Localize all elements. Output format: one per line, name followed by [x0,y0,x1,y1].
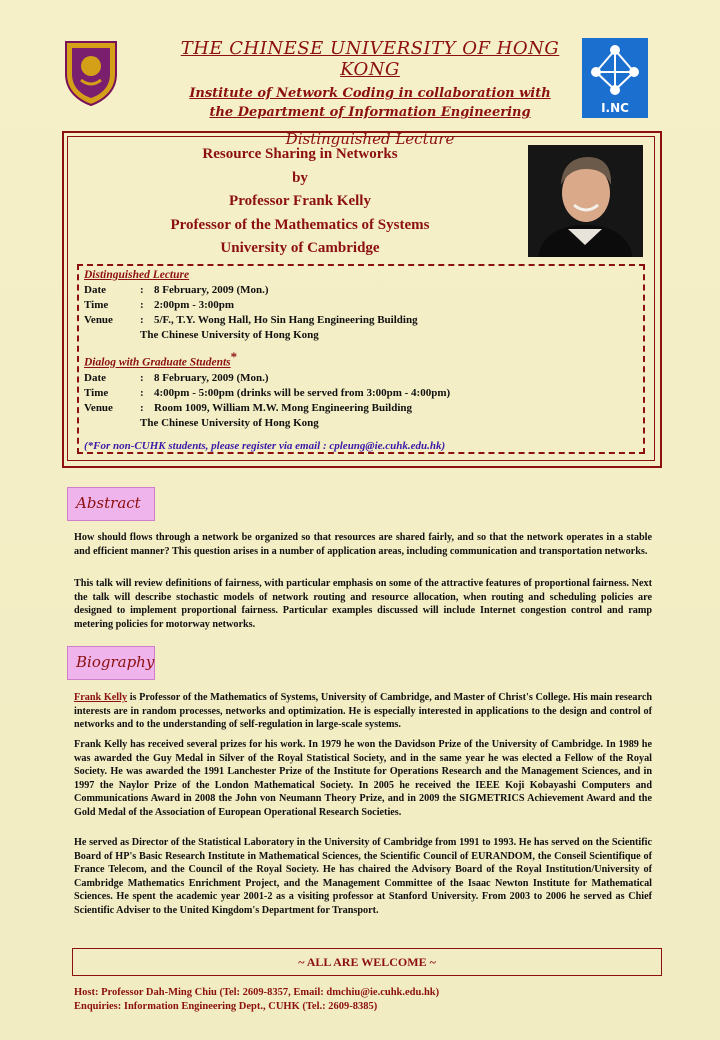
talk-by: by [292,169,308,186]
all-welcome-banner: ~ ALL ARE WELCOME ~ [72,948,662,976]
lecture-venue-colon: : [140,314,144,326]
lecture-time-label: Time [84,299,109,311]
lecture-heading: Distinguished Lecture [84,269,190,281]
dialog-date-row [84,371,644,386]
speaker-photo [528,145,643,257]
dialog-time-row [84,386,644,401]
enquiries-line: Enquiries: Information Engineering Dept., CUHK (Tel.: 2609-8385) [74,1001,378,1012]
biography-p1-text: is Professor of the Mathematics of Systems, University of Cambridge, and Master of Christ's College. His main research interests are in random processes, networks and optimization. He is especially interested in applications to the design and control of networks and to the understanding of self-regulation in large-scale systems. [74,692,653,730]
inc-logo [582,38,648,118]
speaker-name: Professor Frank Kelly [229,193,371,209]
lecture-date-value: 8 February, 2009 (Mon.) [154,284,269,296]
talk-info [110,143,490,261]
dialog-star: * [230,349,238,364]
dialog-venue-row [84,401,644,416]
dialog-time-colon: : [140,386,144,399]
host-info [74,986,654,1014]
lecture-venue-row [84,313,644,328]
lecture-time-colon: : [140,299,144,311]
biography-paragraph-2: Frank Kelly has received several prizes for his work. In 1979 he won the Davidson Prize of the University of Cambridge. In 1989 he was awarded the Guy Medal in Silver of the Royal Statistical Society, and in the same year he was elected a Fellow of the Royal Society. He was awarded the 1991 Lanchester Prize of the Institute for Operations Research and the Management Sciences, and in 1997 the Naylor Prize of the London Mathematical Society. In 2005 he received the IEEE Koji Kobayashi Computers and Communications Award in 2008 the John von Neumann Theory Prize, and in 2009 the SIGMETRICS Achievement Award and the Gold Medal of the Association of European Operational Research Societies. [74,739,652,818]
lecture-date-row [84,283,644,298]
lecture-date-label: Date [84,284,106,296]
dialog-time-value: 4:00pm - 5:00pm (drinks will be served from 3:00pm - 4:00pm) [154,386,451,399]
dialog-date-colon: : [140,371,144,384]
frank-kelly-link[interactable]: Frank Kelly [74,692,128,703]
speaker-affiliation: University of Cambridge [220,240,380,256]
dialog-date-label: Date [84,371,106,384]
university-name: THE CHINESE UNIVERSITY OF HONG KONG [180,38,560,80]
lecture-venue-line2: The Chinese University of Hong Kong [140,329,319,341]
dialog-time-label: Time [84,386,109,399]
lecture-venue-value: 5/F., T.Y. Wong Hall, Ho Sin Hang Engineering Building [154,314,418,326]
schedule-details [84,268,644,454]
dialog-venue-value: Room 1009, William M.W. Mong Engineering Building [154,401,413,414]
institute-line-2: the Department of Information Engineering [209,105,531,120]
lecture-time-value: 2:00pm - 3:00pm [154,299,235,311]
cuhk-crest-logo [62,38,120,106]
dialog-venue-line2: The Chinese University of Hong Kong [140,416,319,429]
biography-paragraph-1 [74,691,652,732]
host-line: Host: Professor Dah-Ming Chiu (Tel: 2609-8357, Email: dmchiu@ie.cuhk.edu.hk) [74,987,440,998]
abstract-paragraph-2: This talk will review definitions of fairness, with particular emphasis on some of the attractive features of proportional fairness. Next the talk will describe stochastic models of network routing and resource allocation, when routing and scheduling policies are designed to implement proportional fairness. Particular examples discussed will include Internet congestion control and ramp metering policies for motorway networks. [74,578,652,630]
dialog-heading: Dialog with Graduate Students [84,356,231,369]
dialog-heading-row [84,349,644,371]
abstract-tag: Abstract [67,487,155,521]
abstract-paragraph-1: How should flows through a network be organized so that resources are shared fairly, and so that the network operates in a stable and efficient manner? This question arises in a number of application areas, including communication and transportation networks. [74,532,652,557]
dialog-venue-label: Venue [84,401,113,414]
lecture-time-row [84,298,644,313]
biography-tag: Biography [67,646,155,680]
institute-line-1: Institute of Network Coding in collaboration with [189,86,551,101]
registration-note: (*For non-CUHK students, please register via email : cpleung@ie.cuhk.edu.hk) [84,439,446,452]
lecture-date-colon: : [140,284,144,296]
lecture-type-heading: Distinguished Lecture [285,130,455,148]
lecture-venue-label: Venue [84,314,113,326]
dialog-date-value: 8 February, 2009 (Mon.) [154,371,269,384]
talk-title: Resource Sharing in Networks [202,146,398,162]
speaker-position: Professor of the Mathematics of Systems [170,216,430,233]
biography-paragraph-3: He served as Director of the Statistical Laboratory in the University of Cambridge from 1991 to 1993. He has served on the Scientific Board of HP's Basic Research Institute in Mathematical Sciences, the Scientific Council of EURANDOM, the Conseil Scientifique of France Telecom, and the Council of the Royal Society. He has chaired the Advisory Board of the Royal Institution/University of Cambridge Mathematics Enrichment Project, and the Management Committee of the Isaac Newton Institute for Mathematical Sciences. He spent the academic year 2001-2 as a visiting professor at Stanford University. From 2003 to 2006 he served as Chief Scientific Adviser to the United Kingdom's Department for Transport. [74,837,652,916]
inc-logo-text: I.NC [601,101,629,115]
dialog-venue-colon: : [140,401,144,414]
